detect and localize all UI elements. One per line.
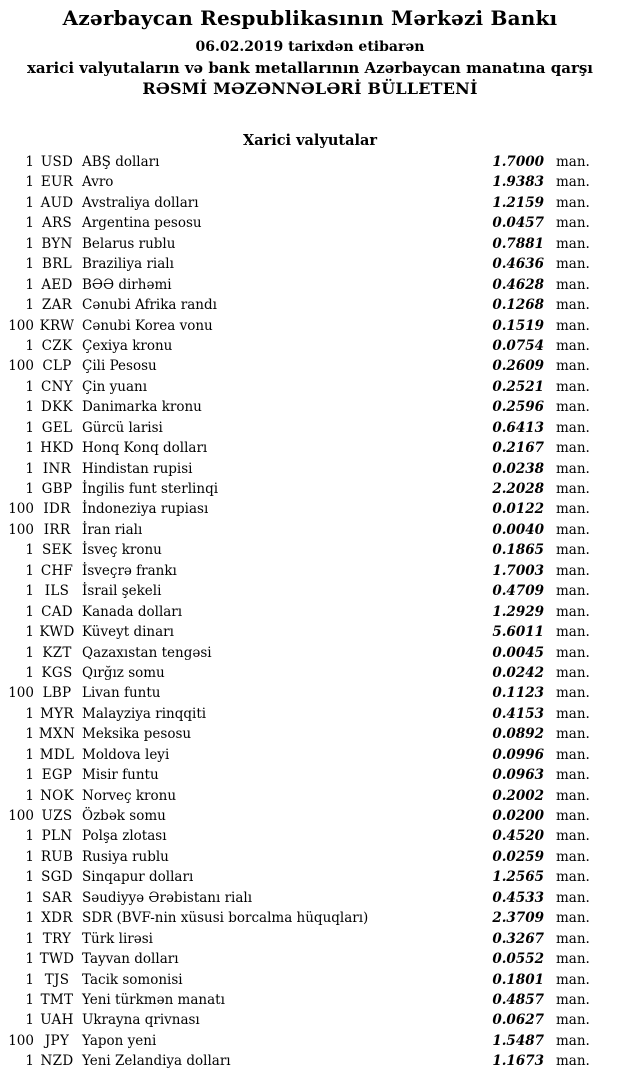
table-row: [0, 643, 620, 663]
table-row: [0, 806, 620, 826]
rate-value: 0.0754: [492, 337, 544, 354]
quantity-cell: 1: [25, 644, 34, 661]
unit-label: man.: [556, 481, 590, 497]
unit-label: man.: [556, 419, 590, 436]
quantity-cell: 1: [25, 562, 34, 579]
quantity-cell: 1: [25, 174, 34, 191]
currency-code: BYN: [41, 235, 73, 252]
rate-value: 0.1123: [492, 685, 544, 702]
unit-label: man.: [556, 215, 590, 232]
unit-label: man.: [556, 1053, 590, 1070]
quantity-cell: 1: [25, 583, 34, 600]
table-row: [0, 193, 620, 213]
currency-name: Çexiya kronu: [82, 337, 173, 354]
quantity-cell: 100: [8, 1032, 34, 1049]
bulletin-title: RƏSMİ MƏZƏNNƏLƏRİ BÜLLETENİ: [142, 79, 478, 98]
currency-name: Rusiya rublu: [82, 848, 169, 865]
rate-value: 0.1519: [492, 317, 544, 334]
currency-code: PLN: [41, 828, 73, 845]
currency-code: TJS: [44, 971, 70, 988]
unit-label: man.: [556, 562, 590, 579]
rate-value: 1.1673: [492, 1053, 544, 1070]
table-row: [0, 826, 620, 846]
table-row: [0, 1031, 620, 1051]
currency-name: Səudiyyə Ərəbistanı rialı: [82, 889, 253, 906]
unit-label: man.: [556, 869, 590, 886]
currency-code: IRR: [43, 521, 71, 538]
currency-code: SEK: [41, 542, 73, 559]
unit-label: man.: [556, 991, 590, 1008]
rate-value: 0.0045: [492, 644, 544, 661]
currency-code: SGD: [41, 869, 73, 886]
rate-value: 0.2521: [492, 378, 544, 395]
rate-value: 0.0963: [492, 767, 544, 784]
table-row: [0, 1051, 620, 1071]
table-row: [0, 152, 620, 172]
section-title: Xarici valyutalar: [242, 132, 378, 149]
rate-value: 0.1865: [492, 542, 544, 559]
unit-label: man.: [556, 930, 590, 947]
currency-name: Polşa zlotası: [82, 828, 167, 845]
rate-value: 0.7881: [492, 235, 544, 252]
quantity-cell: 1: [25, 460, 34, 477]
currency-name: Sinqapur dolları: [82, 869, 194, 886]
quantity-cell: 1: [25, 419, 34, 436]
quantity-cell: 1: [25, 1053, 34, 1070]
unit-label: man.: [556, 910, 590, 927]
rate-value: 1.7000: [492, 154, 544, 170]
quantity-cell: 1: [25, 828, 34, 845]
currency-name: Braziliya rialı: [82, 256, 174, 273]
currency-code: USD: [40, 154, 74, 170]
rate-value: 0.4628: [492, 276, 544, 293]
currency-code: GEL: [41, 419, 73, 436]
currency-code: TWD: [39, 951, 75, 968]
currency-name: Tacik somonisi: [82, 971, 183, 988]
currency-code: MYR: [40, 705, 74, 722]
currency-name: Türk lirəsi: [82, 930, 153, 947]
rate-value: 0.4857: [492, 991, 544, 1008]
table-row: [0, 418, 620, 438]
currency-name: Gürcü larisi: [82, 419, 163, 436]
quantity-cell: 1: [25, 378, 34, 395]
unit-label: man.: [556, 194, 590, 211]
currency-code: ZAR: [41, 297, 73, 314]
table-row: [0, 888, 620, 908]
unit-label: man.: [556, 440, 590, 457]
quantity-cell: 1: [25, 930, 34, 947]
rate-value: 0.1268: [492, 297, 544, 314]
unit-label: man.: [556, 889, 590, 906]
unit-label: man.: [556, 705, 590, 722]
currency-code: CZK: [41, 337, 73, 354]
subtitle-line: xarici valyutaların və bank metallarının Azərbaycan manatına qarşı: [26, 59, 594, 77]
unit-label: man.: [556, 685, 590, 702]
rate-value: 0.0040: [492, 521, 544, 538]
unit-label: man.: [556, 644, 590, 661]
currency-code: CNY: [41, 378, 73, 395]
currency-name: Misir funtu: [82, 767, 159, 784]
currency-code: BRL: [42, 256, 72, 273]
unit-label: man.: [556, 378, 590, 395]
quantity-cell: 1: [25, 194, 34, 211]
quantity-cell: 1: [25, 705, 34, 722]
currency-code: TRY: [42, 930, 72, 947]
currency-code: CHF: [40, 562, 74, 579]
quantity-cell: 1: [25, 971, 34, 988]
currency-name: Malayziya rinqqiti: [82, 705, 207, 722]
unit-label: man.: [556, 317, 590, 334]
currency-code: MDL: [39, 746, 75, 763]
rate-value: 0.0627: [492, 1012, 544, 1029]
currency-code: TMT: [40, 991, 74, 1008]
rate-value: 0.3267: [492, 930, 544, 947]
table-row: [0, 479, 620, 499]
currency-name: İndoneziya rupiası: [82, 501, 209, 518]
currency-name: İngilis funt sterlinqi: [82, 481, 219, 497]
unit-label: man.: [556, 542, 590, 559]
unit-label: man.: [556, 276, 590, 293]
quantity-cell: 1: [25, 624, 34, 641]
currency-name: Norveç kronu: [82, 787, 177, 804]
unit-label: man.: [556, 828, 590, 845]
quantity-cell: 100: [8, 317, 34, 334]
table-row: [0, 724, 620, 744]
rate-value: 2.3709: [492, 910, 544, 927]
currency-code: KWD: [39, 624, 75, 641]
currency-name: Çin yuanı: [82, 378, 148, 395]
unit-label: man.: [556, 767, 590, 784]
unit-label: man.: [556, 951, 590, 968]
table-row: [0, 275, 620, 295]
rate-value: 0.2002: [492, 787, 544, 804]
currency-name: Hindistan rupisi: [82, 460, 193, 477]
currency-name: İsveç kronu: [82, 542, 162, 559]
currency-code: CAD: [41, 603, 73, 620]
table-row: [0, 520, 620, 540]
currency-code: XDR: [41, 910, 73, 927]
rate-value: 0.4636: [492, 256, 544, 273]
unit-label: man.: [556, 297, 590, 314]
table-row: [0, 295, 620, 315]
currency-code: EUR: [40, 174, 74, 191]
currency-name: Yeni Zelandiya dolları: [82, 1053, 231, 1070]
currency-code: KRW: [39, 317, 75, 334]
table-row: [0, 459, 620, 479]
unit-label: man.: [556, 1032, 590, 1049]
unit-label: man.: [556, 174, 590, 191]
currency-name: Cənubi Afrika randı: [82, 297, 217, 314]
quantity-cell: 1: [25, 297, 34, 314]
quantity-cell: 100: [8, 358, 34, 375]
rate-value: 0.0122: [492, 501, 544, 518]
currency-code: AED: [41, 276, 73, 293]
table-row: [0, 1010, 620, 1030]
table-row: [0, 234, 620, 254]
currency-name: Livan funtu: [82, 685, 161, 702]
currency-code: DKK: [41, 399, 73, 416]
unit-label: man.: [556, 746, 590, 763]
unit-label: man.: [556, 399, 590, 416]
unit-label: man.: [556, 501, 590, 518]
rate-value: 1.2565: [492, 869, 544, 886]
rate-value: 1.2159: [492, 194, 544, 211]
currency-name: Küveyt dinarı: [82, 624, 174, 641]
currency-name: Yeni türkmən manatı: [82, 991, 225, 1008]
rate-value: 0.2596: [492, 399, 544, 416]
rate-value: 0.0200: [492, 808, 544, 824]
currency-code: HKD: [40, 440, 74, 457]
table-row: [0, 908, 620, 928]
table-row: [0, 990, 620, 1010]
unit-label: man.: [556, 848, 590, 865]
currency-code: ILS: [44, 583, 70, 600]
quantity-cell: 100: [8, 685, 34, 702]
quantity-cell: 1: [25, 337, 34, 354]
quantity-cell: 100: [8, 521, 34, 538]
currency-name: ABŞ dolları: [82, 154, 160, 170]
rate-value: 0.0259: [492, 848, 544, 865]
currency-name: Danimarka kronu: [82, 399, 202, 416]
table-row: [0, 765, 620, 785]
unit-label: man.: [556, 808, 590, 824]
quantity-cell: 1: [25, 542, 34, 559]
currency-code: JPY: [44, 1032, 70, 1049]
table-row: [0, 397, 620, 417]
currency-code: EGP: [41, 767, 73, 784]
rate-value: 5.6011: [492, 624, 544, 641]
unit-label: man.: [556, 358, 590, 375]
currency-code: GBP: [41, 481, 73, 497]
currency-name: Ukrayna qrivnası: [82, 1012, 200, 1029]
table-row: [0, 356, 620, 376]
currency-name: Yapon yeni: [82, 1032, 157, 1049]
table-row: [0, 172, 620, 192]
quantity-cell: 1: [25, 481, 34, 497]
currency-code: UZS: [41, 808, 73, 824]
rate-value: 0.6413: [492, 419, 544, 436]
quantity-cell: 1: [25, 664, 34, 681]
quantity-cell: 1: [25, 276, 34, 293]
currency-code: RUB: [40, 848, 74, 865]
table-row: [0, 663, 620, 683]
table-row: [0, 949, 620, 969]
currency-code: INR: [42, 460, 72, 477]
currency-name: İsveçrə frankı: [82, 562, 177, 579]
table-row: [0, 929, 620, 949]
currency-name: Qazaxıstan tengəsi: [82, 644, 212, 661]
table-row: [0, 786, 620, 806]
currency-name: SDR (BVF-nin xüsusi borcalma hüquqları): [82, 910, 369, 927]
currency-code: LBP: [42, 685, 72, 702]
quantity-cell: 1: [25, 399, 34, 416]
unit-label: man.: [556, 787, 590, 804]
currency-code: KZT: [42, 644, 72, 661]
table-row: [0, 336, 620, 356]
rate-value: 0.0457: [492, 215, 544, 232]
currency-code: NOK: [40, 787, 74, 804]
currency-code: UAH: [40, 1012, 74, 1029]
quantity-cell: 1: [25, 154, 34, 170]
currency-name: Tayvan dolları: [82, 951, 179, 968]
unit-label: man.: [556, 235, 590, 252]
currency-name: Özbək somu: [82, 808, 166, 824]
rate-value: 0.4533: [492, 889, 544, 906]
quantity-cell: 1: [25, 215, 34, 232]
table-row: [0, 377, 620, 397]
currency-name: Qırğız somu: [82, 664, 165, 681]
currency-name: Çili Pesosu: [82, 358, 157, 375]
currency-name: Meksika pesosu: [82, 726, 192, 743]
effective-date-line: 06.02.2019 tarixdən etibarən: [195, 39, 425, 55]
table-row: [0, 683, 620, 703]
quantity-cell: 1: [25, 951, 34, 968]
table-row: [0, 602, 620, 622]
table-row: [0, 438, 620, 458]
rate-value: 1.2929: [492, 603, 544, 620]
currency-name: Cənubi Korea vonu: [82, 317, 213, 334]
quantity-cell: 1: [25, 726, 34, 743]
table-row: [0, 561, 620, 581]
quantity-cell: 1: [25, 1012, 34, 1029]
quantity-cell: 1: [25, 235, 34, 252]
currency-name: İran rialı: [82, 521, 143, 538]
table-row: [0, 581, 620, 601]
unit-label: man.: [556, 337, 590, 354]
rate-value: 0.0552: [492, 951, 544, 968]
currency-name: Belarus rublu: [82, 235, 176, 252]
currency-code: AUD: [40, 194, 74, 211]
rate-value: 0.4153: [492, 705, 544, 722]
rate-value: 0.1801: [492, 971, 544, 988]
unit-label: man.: [556, 726, 590, 743]
bulletin-header: [0, 7, 620, 98]
currency-name: Kanada dolları: [82, 603, 183, 620]
currency-code: MXN: [38, 726, 76, 743]
rates-table: [0, 152, 620, 1072]
currency-code: KGS: [41, 664, 73, 681]
quantity-cell: 1: [25, 869, 34, 886]
unit-label: man.: [556, 256, 590, 273]
unit-label: man.: [556, 154, 590, 170]
currency-code: ARS: [41, 215, 73, 232]
currency-name: Moldova leyi: [82, 746, 170, 763]
quantity-cell: 1: [25, 991, 34, 1008]
currency-name: BƏƏ dirhəmi: [82, 276, 172, 293]
quantity-cell: 1: [25, 767, 34, 784]
currency-name: İsrail şekeli: [82, 583, 162, 600]
rate-value: 2.2028: [492, 481, 544, 497]
unit-label: man.: [556, 460, 590, 477]
unit-label: man.: [556, 603, 590, 620]
rate-value: 1.9383: [492, 174, 544, 191]
currency-name: Avro: [82, 174, 114, 191]
currency-code: SAR: [41, 889, 73, 906]
rate-value: 0.4709: [492, 583, 544, 600]
currency-name: Argentina pesosu: [82, 215, 202, 232]
table-row: [0, 499, 620, 519]
quantity-cell: 100: [8, 501, 34, 518]
currency-code: NZD: [40, 1053, 74, 1070]
rate-value: 0.2609: [492, 358, 544, 375]
currency-name: Honq Konq dolları: [82, 440, 208, 457]
rate-value: 0.0238: [492, 460, 544, 477]
unit-label: man.: [556, 664, 590, 681]
currency-code: IDR: [43, 501, 71, 518]
rate-value: 0.0996: [492, 746, 544, 763]
rate-value: 1.5487: [492, 1032, 544, 1049]
unit-label: man.: [556, 971, 590, 988]
quantity-cell: 1: [25, 746, 34, 763]
unit-label: man.: [556, 521, 590, 538]
table-row: [0, 316, 620, 336]
table-row: [0, 213, 620, 233]
rate-value: 1.7003: [492, 562, 544, 579]
rate-value: 0.0242: [492, 664, 544, 681]
rate-value: 0.4520: [492, 828, 544, 845]
table-row: [0, 970, 620, 990]
unit-label: man.: [556, 1012, 590, 1029]
currency-name: Avstraliya dolları: [82, 194, 199, 211]
table-row: [0, 745, 620, 765]
quantity-cell: 1: [25, 848, 34, 865]
quantity-cell: 1: [25, 603, 34, 620]
rate-value: 0.0892: [492, 726, 544, 743]
table-row: [0, 622, 620, 642]
table-row: [0, 847, 620, 867]
quantity-cell: 1: [25, 910, 34, 927]
table-row: [0, 254, 620, 274]
table-row: [0, 704, 620, 724]
quantity-cell: 1: [25, 256, 34, 273]
unit-label: man.: [556, 583, 590, 600]
table-row: [0, 540, 620, 560]
currency-code: CLP: [42, 358, 72, 375]
quantity-cell: 100: [8, 808, 34, 824]
document-title: Azərbaycan Respublikasının Mərkəzi Bankı: [62, 6, 558, 30]
quantity-cell: 1: [25, 440, 34, 457]
quantity-cell: 1: [25, 787, 34, 804]
rate-value: 0.2167: [492, 440, 544, 457]
quantity-cell: 1: [25, 889, 34, 906]
unit-label: man.: [556, 624, 590, 641]
table-row: [0, 867, 620, 887]
